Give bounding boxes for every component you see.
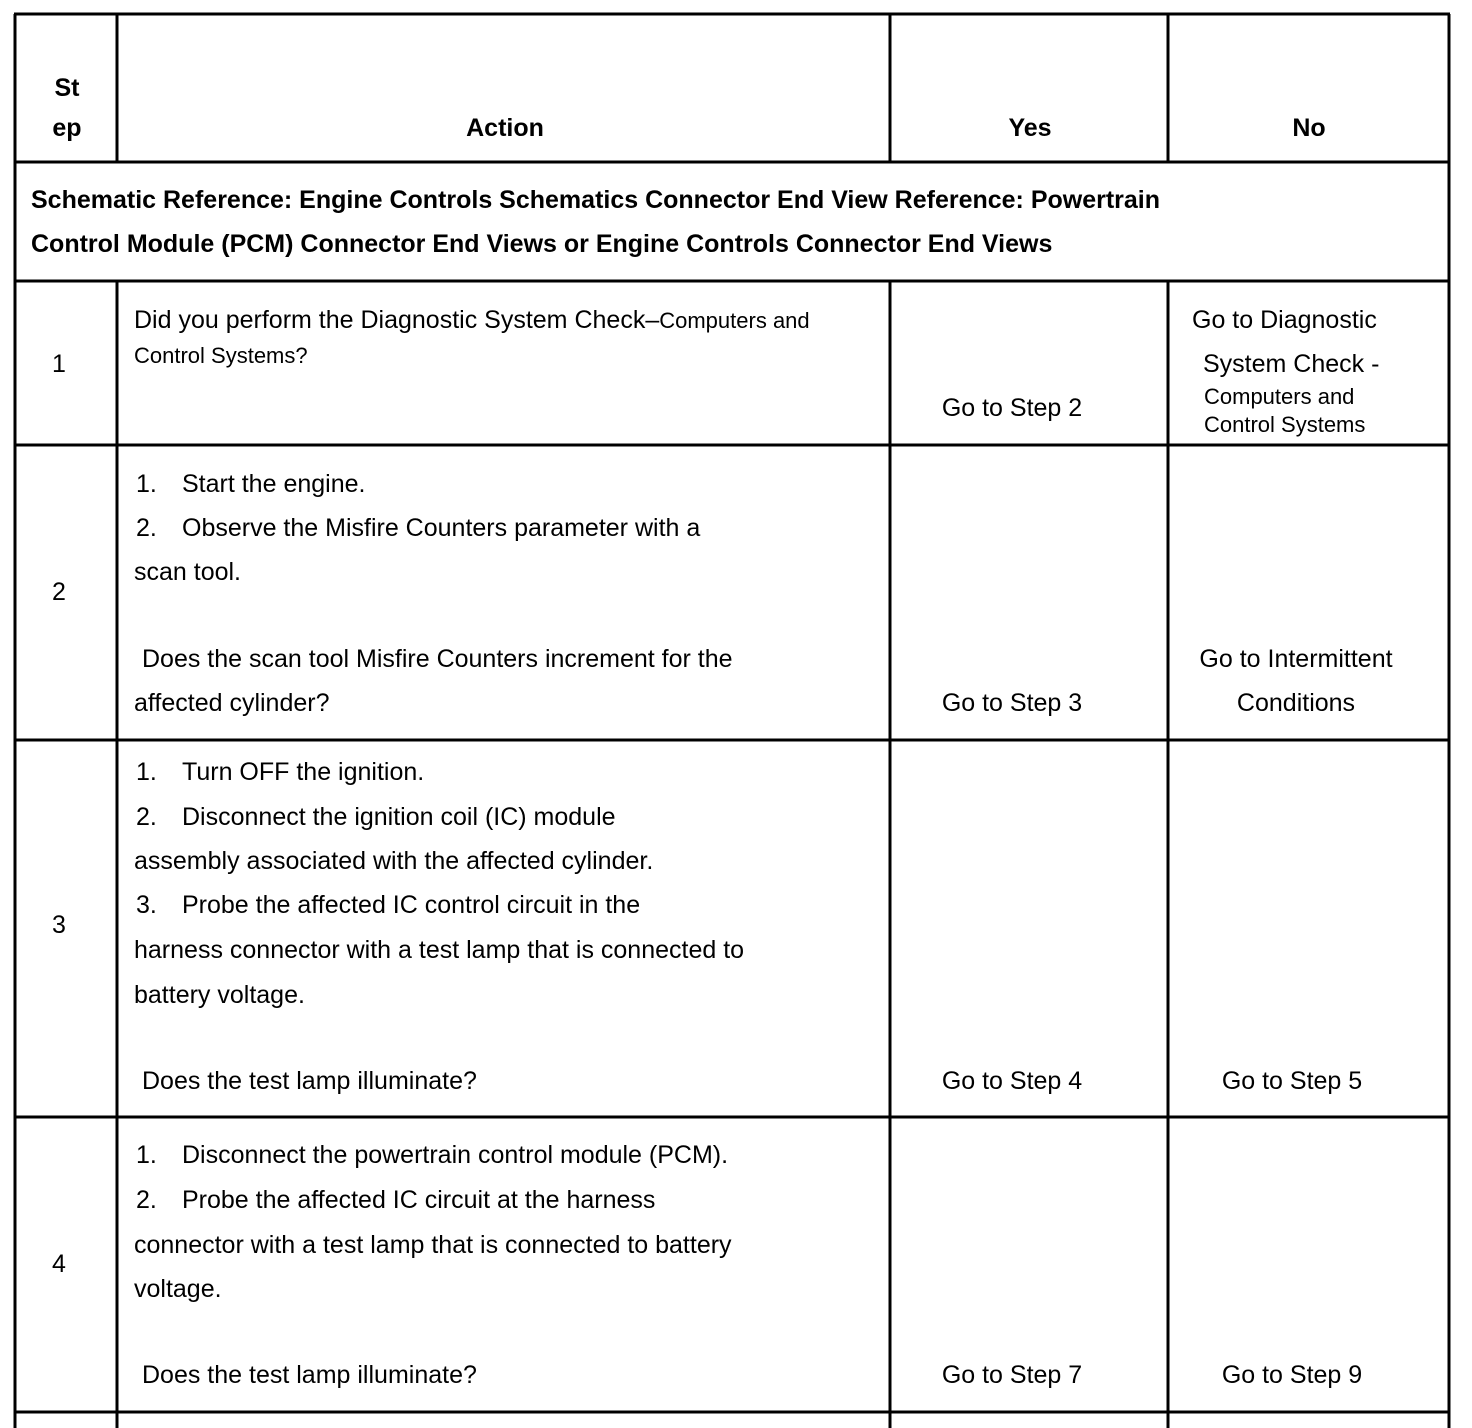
action-text: Disconnect the ignition coil (IC) module xyxy=(182,803,616,831)
action-text: assembly associated with the affected cylinder. xyxy=(134,847,654,875)
reference-line1: Schematic Reference: Engine Controls Schematics Connector End View Reference: Powertrain xyxy=(31,186,1161,214)
action-question: Does the test lamp illuminate? xyxy=(142,1067,477,1095)
header-step-line2: ep xyxy=(52,114,82,142)
no-result: Computers and xyxy=(1204,384,1355,409)
step-number: 3 xyxy=(52,911,66,939)
action-text: Probe the affected IC control circuit in the xyxy=(182,891,641,919)
yes-result: Go to Step 7 xyxy=(941,1361,1083,1389)
action-text: Disconnect the powertrain control module (PCM). xyxy=(182,1141,729,1169)
no-result: Go to Diagnostic xyxy=(1192,306,1377,334)
list-number: 1. xyxy=(136,1141,157,1169)
action-text: harness connector with a test lamp that is connected to xyxy=(134,936,745,964)
header-action: Action xyxy=(466,114,544,142)
action-text-part: Did you perform the Diagnostic System Check xyxy=(134,306,646,334)
action-text: voltage. xyxy=(134,1275,222,1303)
no-result: System Check - xyxy=(1203,350,1380,378)
action-text: Control Systems? xyxy=(134,343,308,368)
action-question: affected cylinder? xyxy=(134,689,330,717)
no-result: Go to Step 9 xyxy=(1221,1361,1363,1389)
list-number: 1. xyxy=(136,470,157,498)
header-step-line1: St xyxy=(54,74,80,102)
action-text: connector with a test lamp that is connected to battery xyxy=(134,1231,732,1259)
yes-result: Go to Step 2 xyxy=(941,394,1083,422)
list-number: 3. xyxy=(136,891,157,919)
list-number: 2. xyxy=(136,803,157,831)
no-result: Go to Intermittent xyxy=(1199,645,1393,673)
reference-line2: Control Module (PCM) Connector End Views or Engine Controls Connector End Views xyxy=(31,230,1053,258)
action-text: Probe the affected IC circuit at the harness xyxy=(182,1186,656,1214)
action-text: Turn OFF the ignition. xyxy=(182,758,425,786)
action-question: Does the scan tool Misfire Counters increment for the xyxy=(142,645,733,673)
yes-result: Go to Step 4 xyxy=(941,1067,1083,1095)
step-number: 1 xyxy=(52,350,66,378)
no-result: Control Systems xyxy=(1204,412,1366,437)
action-text: Observe the Misfire Counters parameter with a xyxy=(182,514,701,542)
list-number: 2. xyxy=(136,514,157,542)
header-no: No xyxy=(1292,114,1326,142)
header-yes: Yes xyxy=(1008,114,1052,142)
yes-result: Go to Step 3 xyxy=(941,689,1083,717)
action-dash: – xyxy=(645,306,660,334)
action-text: Start the engine. xyxy=(182,470,366,498)
no-result: Conditions xyxy=(1236,689,1356,717)
action-text: battery voltage. xyxy=(134,981,305,1009)
action-text-part: Computers and xyxy=(659,308,810,333)
action-text xyxy=(134,298,810,342)
action-text: scan tool. xyxy=(134,558,242,586)
list-number: 1. xyxy=(136,758,157,786)
list-number: 2. xyxy=(136,1186,157,1214)
step-number: 2 xyxy=(52,578,66,606)
step-number: 4 xyxy=(52,1250,66,1278)
action-question: Does the test lamp illuminate? xyxy=(142,1361,477,1389)
no-result: Go to Step 5 xyxy=(1221,1067,1363,1095)
